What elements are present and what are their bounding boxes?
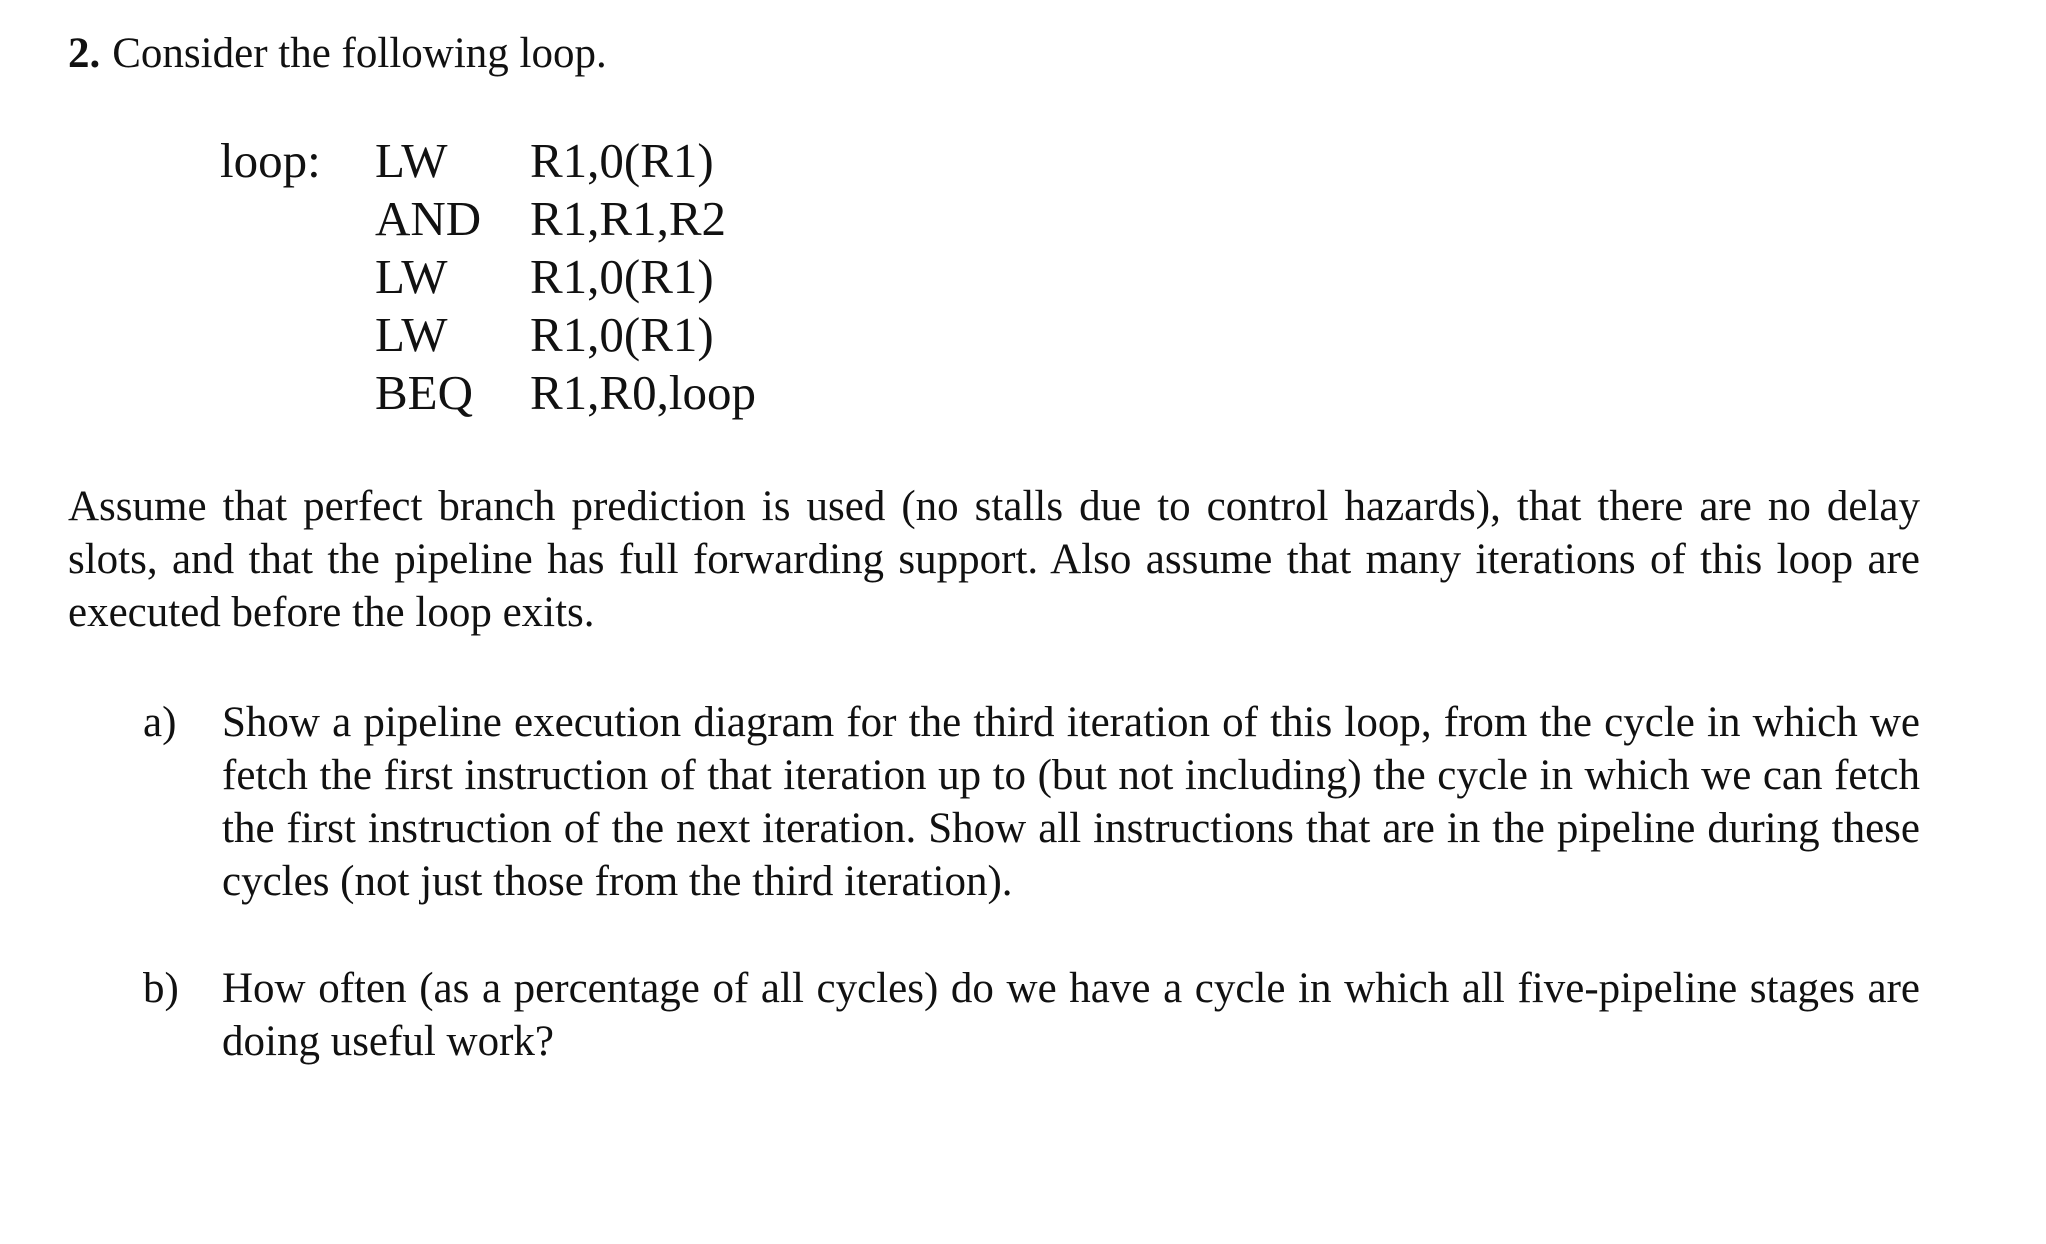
code-opcode: AND — [375, 191, 482, 246]
assumptions-paragraph: Assume that perfect branch prediction is used (no stalls due to control hazards), that there are no delay slots, and that the pipeline has full forwarding support. Also assume that many iterations of this loop are executed before the loop exits. — [68, 483, 1920, 636]
code-operands: R1,0(R1) — [530, 133, 714, 188]
code-opcode: LW — [375, 307, 448, 362]
sub-question-text: Show a pipeline execution diagram for the third iteration of this loop, from the cycle in which we fetch the first instruction of that iteration up to (but not including) the cycle in which we can fetch the first instruction of the next iteration. Show all instructions that are in the pipeline during these cycles (not just those from the third iteration). — [222, 699, 1920, 905]
sub-question-marker: b) — [143, 965, 179, 1012]
sub-question-text: How often (as a percentage of all cycles) do we have a cycle in which all five-pipeline stages are doing useful work? — [222, 965, 1920, 1065]
code-opcode: BEQ — [375, 365, 473, 420]
sub-question-b — [143, 962, 1920, 1068]
sub-question-a — [143, 696, 1920, 908]
code-operands: R1,0(R1) — [530, 249, 714, 304]
code-opcode: LW — [375, 133, 448, 188]
question-title: Consider the following loop. — [112, 30, 607, 77]
code-opcode: LW — [375, 249, 448, 304]
code-operands: R1,R0,loop — [530, 365, 756, 420]
code-operands: R1,0(R1) — [530, 307, 714, 362]
sub-question-marker: a) — [143, 699, 177, 746]
code-label: loop: — [220, 133, 321, 188]
question-header — [68, 26, 607, 82]
code-operands: R1,R1,R2 — [530, 191, 727, 246]
question-number: 2. — [68, 30, 101, 77]
